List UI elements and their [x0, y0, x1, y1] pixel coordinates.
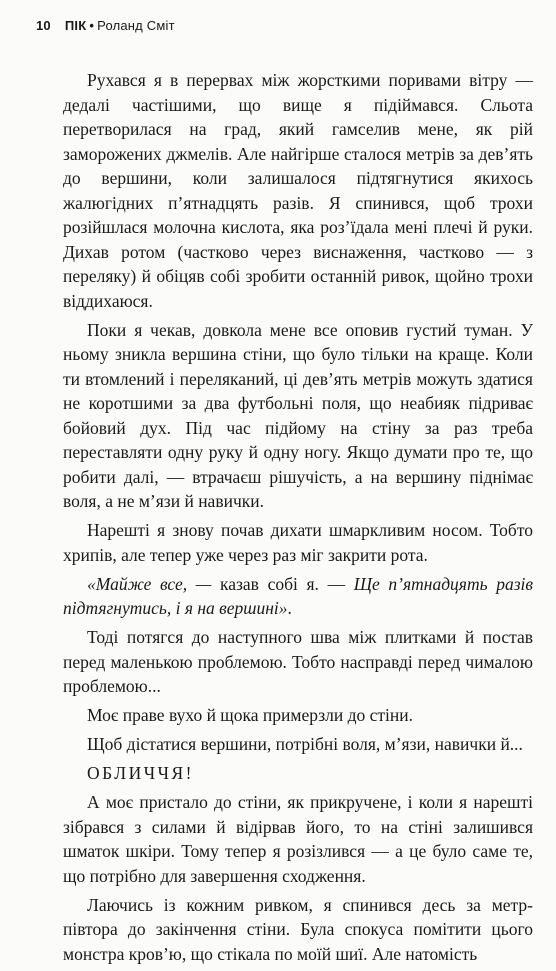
body-text [63, 68, 533, 971]
author-name: Роланд Сміт [97, 18, 175, 33]
series-title: ПІК [64, 18, 87, 33]
page-number: 10 [36, 18, 51, 33]
paragraph: Моє праве вухо й щока примерзли до стіни. [87, 705, 413, 725]
paragraph: Щоб дістатися вершини, потрібні воля, м’язи, навички й... [87, 734, 523, 754]
paragraph: Тоді потягся до наступного шва між плитками й постав перед маленькою проблемою. Тобто насправді перед чималою проблемою... [63, 627, 533, 696]
exclamation: ОБЛИЧЧЯ! [87, 763, 195, 783]
running-header [36, 18, 536, 33]
paragraph: Нарешті я знову почав дихати шмаркливим носом. Тобто хрипів, але тепер уже через раз міг закрити рота. [63, 520, 533, 565]
header-separator: • [89, 18, 95, 33]
quote-narration: казав собі я. — [211, 573, 354, 594]
quote-italic-2: Ще п’ятнадцять разів підтягнутись, і я на вершині» [63, 573, 533, 618]
quote-italic-1: «Майже все, — [87, 573, 212, 594]
paragraph: Лаючись із кожним ривком, я спинився десь за метр-півтора до закінчення стіни. Була спокуса помітити цього монстра кров’ю, що стікала по моїй шиї. Але натомість [63, 894, 533, 964]
paragraph: Поки я чекав, довкола мене все оповив густий туман. У ньому зникла вершина стіни, що було тільки на краще. Коли ти втомлений і переляканий, ці дев’ять метрів можуть здатися не коротшими за два футбольні поля, що неабияк підриває бойовий дух. Під час підйому на стіну за раз треба переставляти одну руку й одну ногу. Якщо думати про те, що робити далі, — втрачаєш рішучість, а на вершину піднімає воля, а не м’язи й навички. [63, 319, 533, 511]
paragraph: А моє пристало до стіни, як прикручене, і коли я нарешті зібрався з силами й відірвав його, то на стіні залишився шматок шкіри. Тому тепер я розізлився — а це було саме те, що потрібно для завершення сходження. [63, 792, 533, 886]
quote-end: . [287, 598, 292, 618]
paragraph: Рухався я в перервах між жорсткими поривами вітру — дедалі частішими, що вище я підіймався. Сльота перетворилася на град, який гамселив мене, як рій заморожених джмелів. Але найгірше сталося метрів за дев’ять до вершини, коли залишалося підтягнутися якихось жалюгідних п’ятнадцять разів. Я спинився, щоб трохи розійшлася молочна кислота, яка роз’їдала мені плечі й руки. Дихав ротом (частково через виснаження, частково — з переляку) й обіцяв собі зробити останній ривок, щойно трохи віддихаюся. [63, 70, 533, 311]
quote-paragraph [63, 572, 533, 621]
